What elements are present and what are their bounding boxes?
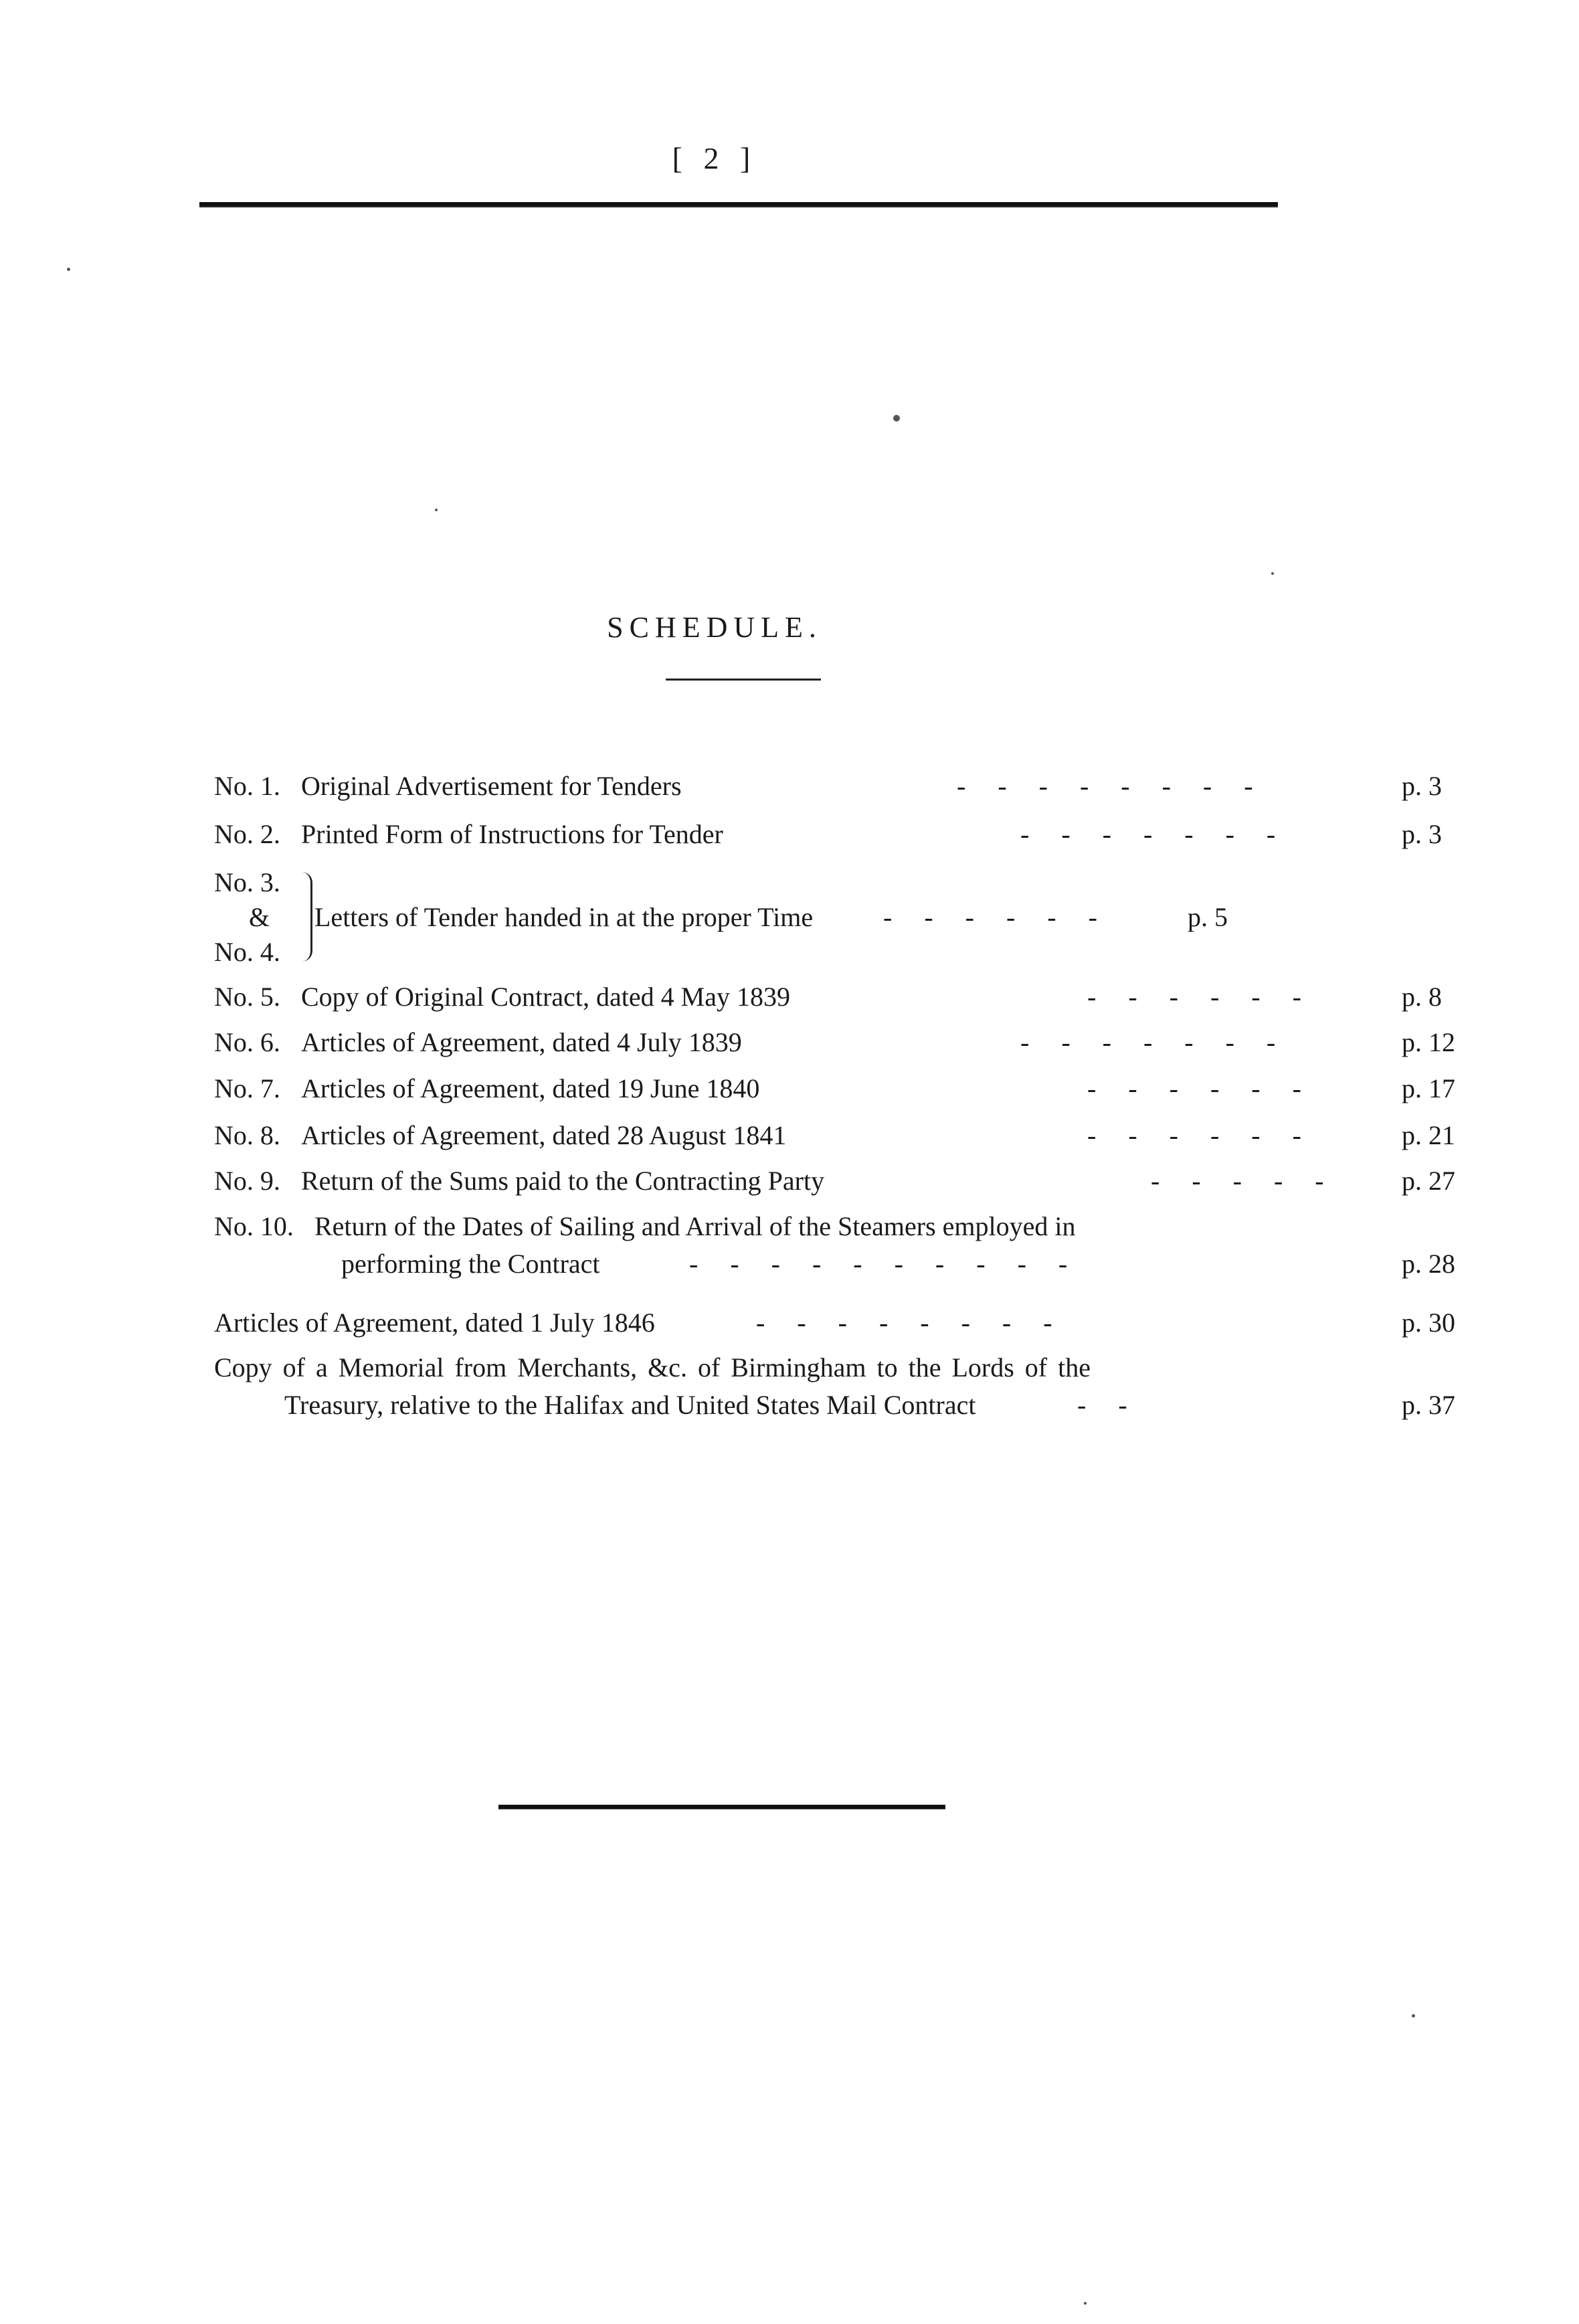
schedule-entry-continuation (214, 1387, 1455, 1423)
entry-number: No. 3. (214, 867, 280, 897)
entry-page: p. 12 (1402, 1027, 1455, 1057)
entry-ampersand: & (249, 902, 270, 932)
entry-title-line1: Copy of a Memorial from Merchants, &c. of Birmingham to the Lords of the (214, 1352, 1091, 1382)
entry-title: Letters of Tender handed in at the proper Time (314, 902, 814, 932)
entry-leader: - - - - - - - (1020, 819, 1276, 849)
entry-page: p. 37 (1402, 1390, 1455, 1420)
entry-page: p. 3 (1402, 819, 1442, 849)
entry-number: No. 10. (214, 1211, 294, 1241)
entry-leader: - - - - - - - - (957, 771, 1253, 801)
scan-speck (1412, 2014, 1415, 2018)
entry-leader: - - - - - - (1087, 1120, 1301, 1150)
schedule-entry-brace (214, 867, 1285, 967)
brace-icon (296, 872, 312, 962)
entry-leader: - - - - - - (1087, 982, 1301, 1012)
schedule-entry (214, 768, 1442, 804)
entry-page: p. 8 (1402, 982, 1442, 1012)
schedule-entry (214, 1209, 1258, 1245)
entry-title: Printed Form of Instructions for Tender (301, 819, 723, 849)
schedule-entry (214, 1163, 1455, 1199)
entry-leader: - - - - - - - (1020, 1027, 1276, 1057)
entry-title: Return of the Sums paid to the Contracting Party (301, 1166, 825, 1196)
entry-number: No. 4. (214, 937, 280, 967)
entry-number: No. 1. (214, 771, 280, 801)
entry-number: No. 9. (214, 1166, 280, 1196)
schedule-entry (214, 1024, 1455, 1061)
entry-title: Articles of Agreement, dated 4 July 1839 (301, 1027, 742, 1057)
entry-page: p. 3 (1402, 771, 1442, 801)
entry-page: p. 30 (1402, 1308, 1455, 1338)
entry-leader: - - (1077, 1390, 1127, 1420)
entry-title: Original Advertisement for Tenders (301, 771, 682, 801)
schedule-entry (214, 979, 1442, 1015)
entry-page: p. 17 (1402, 1073, 1455, 1103)
entry-page: p. 28 (1402, 1249, 1455, 1279)
schedule-entry (214, 1350, 1258, 1386)
entry-leader: - - - - - (1151, 1166, 1324, 1196)
entry-number: No. 5. (214, 982, 280, 1012)
schedule-entry (214, 816, 1442, 853)
entry-leader: - - - - - - (1087, 1073, 1301, 1103)
scan-speck (435, 509, 438, 511)
schedule-entry (214, 1305, 1455, 1341)
entry-leader: - - - - - - (883, 902, 1097, 932)
schedule-entry (214, 1118, 1455, 1154)
entry-number: No. 8. (214, 1120, 280, 1150)
entry-title-line2: Treasury, relative to the Halifax and United States Mail Contract (284, 1390, 976, 1420)
footer-rule (498, 1805, 945, 1809)
entry-number: No. 7. (214, 1073, 280, 1103)
schedule-entry (214, 1071, 1455, 1107)
entry-title-line1: Return of the Dates of Sailing and Arrival of the Steamers employed in (314, 1211, 1076, 1241)
entry-number: No. 6. (214, 1027, 280, 1057)
schedule-title: SCHEDULE. (607, 611, 822, 644)
scan-speck (1084, 2302, 1087, 2305)
entry-title: Articles of Agreement, dated 1 July 1846 (214, 1308, 655, 1338)
entry-number: No. 2. (214, 819, 280, 849)
page-number: [ 2 ] (672, 141, 757, 175)
scan-speck (1271, 572, 1274, 575)
scan-speck (67, 268, 70, 271)
entry-leader: - - - - - - - - (756, 1308, 1052, 1338)
entry-title: Articles of Agreement, dated 28 August 1841 (301, 1120, 787, 1150)
entry-page: p. 21 (1402, 1120, 1455, 1150)
entry-leader: - - - - - - - - - - (689, 1249, 1068, 1279)
entry-page: p. 5 (1188, 902, 1228, 932)
schedule-entry-continuation (214, 1246, 1455, 1282)
entry-title: Copy of Original Contract, dated 4 May 1839 (301, 982, 790, 1012)
entry-title: Articles of Agreement, dated 19 June 1840 (301, 1073, 760, 1103)
scan-speck (893, 415, 900, 422)
entry-title-line2: performing the Contract (341, 1249, 600, 1279)
entry-page: p. 27 (1402, 1166, 1455, 1196)
